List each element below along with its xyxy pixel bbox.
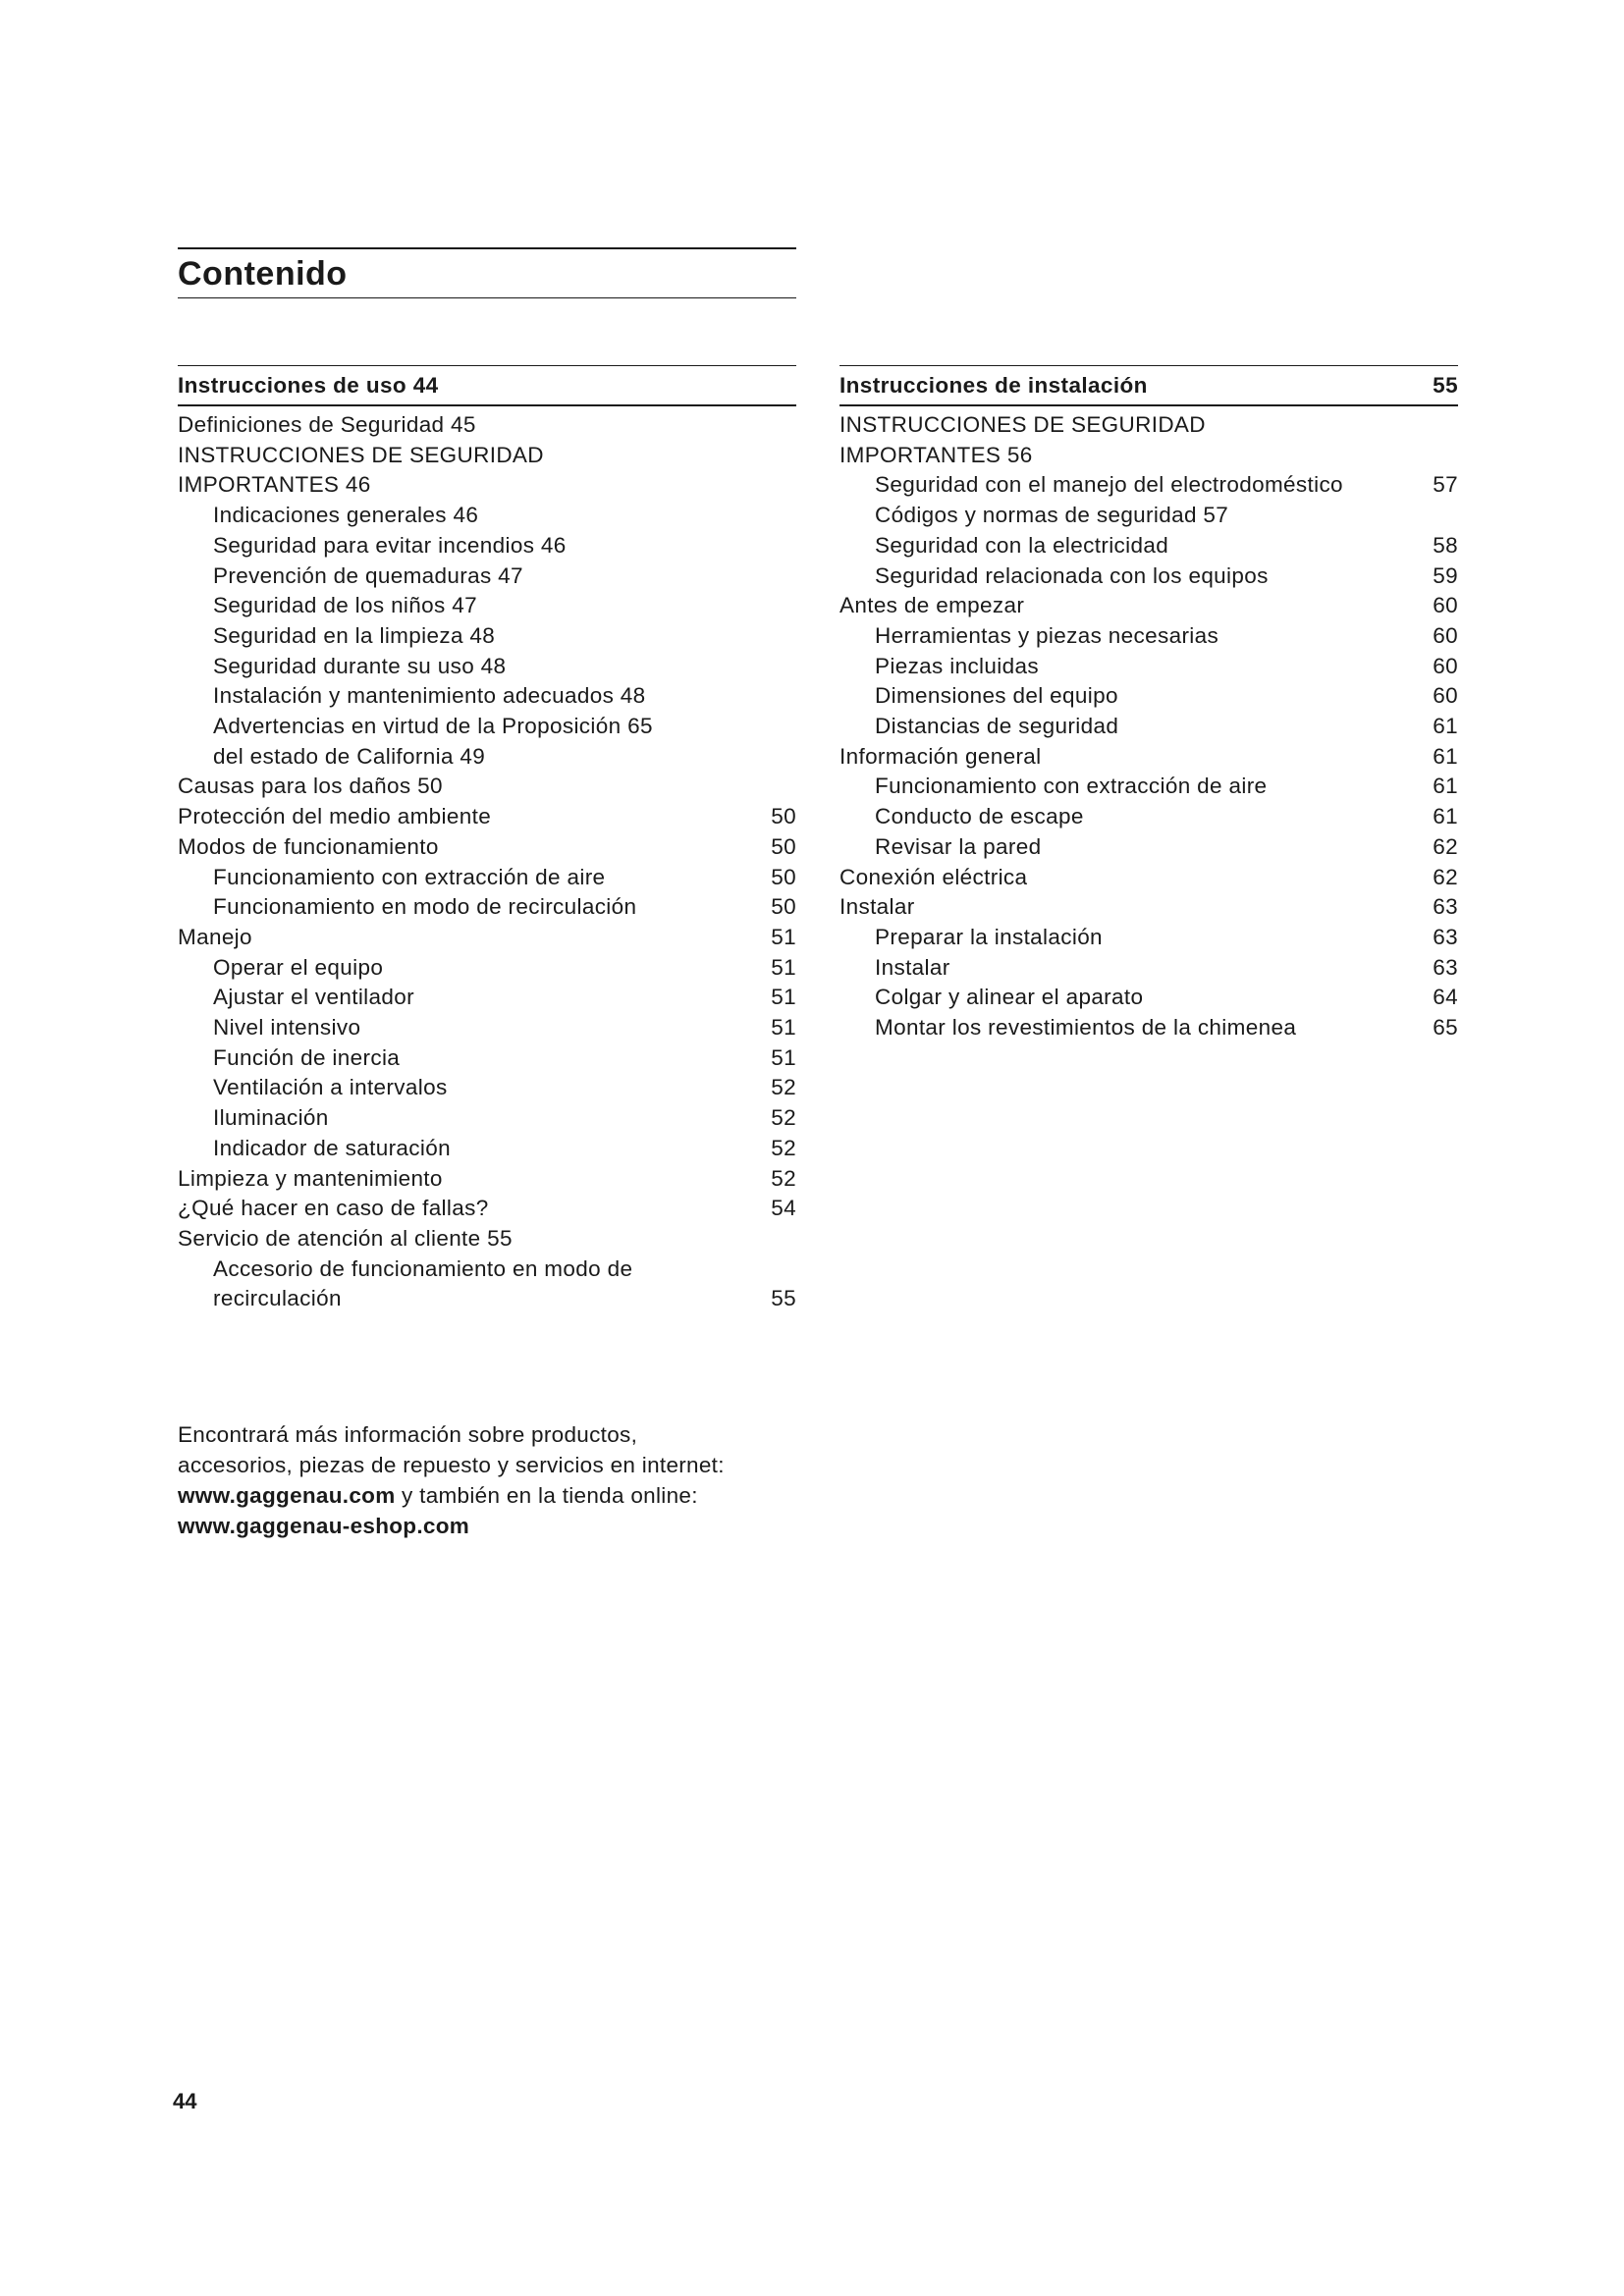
toc-entry[interactable]: [178, 832, 796, 863]
toc-entry-page: 51: [771, 985, 796, 1010]
toc-entry-page: 52: [771, 1165, 796, 1191]
toc-entry[interactable]: [839, 983, 1458, 1013]
page-number: 44: [173, 2089, 197, 2113]
toc-entry-title: Seguridad en la limpieza 48: [213, 622, 496, 648]
toc-entry-title: Conducto de escape: [875, 804, 1084, 829]
toc-entry-page: 65: [1433, 1015, 1458, 1041]
toc-left-list: [178, 410, 796, 1314]
toc-right-heading-page: 55: [1433, 372, 1458, 398]
toc-left-heading-text: Instrucciones de uso 44: [178, 372, 439, 398]
title-block: [178, 247, 796, 298]
toc-entry[interactable]: [839, 681, 1458, 712]
info-line-4: [178, 1511, 806, 1541]
toc-entry[interactable]: [178, 1224, 796, 1255]
toc-entry-page: 54: [771, 1196, 796, 1221]
toc-entry-title: Conexión eléctrica: [839, 864, 1028, 889]
toc-entry-page: 59: [1433, 562, 1458, 588]
toc-entry[interactable]: [839, 410, 1458, 441]
toc-entry-title: Limpieza y mantenimiento: [178, 1165, 443, 1191]
toc-entry[interactable]: [178, 441, 796, 471]
toc-entry[interactable]: [839, 501, 1458, 531]
toc-entry[interactable]: [839, 441, 1458, 471]
toc-entry-page: 60: [1433, 653, 1458, 678]
toc-entry[interactable]: [178, 591, 796, 621]
toc-entry-page: 51: [771, 924, 796, 949]
toc-entry-title: Prevención de quemaduras 47: [213, 562, 523, 588]
toc-right-heading-text: Instrucciones de instalación: [839, 372, 1148, 398]
toc-entry[interactable]: [839, 742, 1458, 773]
toc-entry-title: Protección del medio ambiente: [178, 804, 492, 829]
info-line-2: accesorios, piezas de repuesto y servicios en internet:: [178, 1453, 725, 1477]
toc-entry[interactable]: [178, 652, 796, 682]
toc-entry-page: 64: [1433, 985, 1458, 1010]
toc-entry-title: Antes de empezar: [839, 593, 1025, 618]
title-bottom-rule: [178, 297, 796, 298]
toc-entry-title: Preparar la instalación: [875, 924, 1103, 949]
toc-entry[interactable]: [839, 591, 1458, 621]
toc-entry[interactable]: [839, 832, 1458, 863]
toc-entry-title: Operar el equipo: [213, 954, 384, 980]
toc-entry[interactable]: [178, 1284, 796, 1314]
toc-entry-title: Funcionamiento en modo de recirculación: [213, 894, 637, 920]
more-info-note: [178, 1419, 806, 1541]
toc-entry[interactable]: [178, 1194, 796, 1224]
toc-entry-title: Instalación y mantenimiento adecuados 48: [213, 683, 646, 709]
toc-entry-title: Colgar y alinear el aparato: [875, 985, 1144, 1010]
toc-entry[interactable]: [178, 1103, 796, 1134]
toc-entry[interactable]: [178, 501, 796, 531]
toc-entry[interactable]: [178, 561, 796, 592]
toc-entry[interactable]: [178, 742, 796, 773]
gaggenau-eshop-link[interactable]: www.gaggenau-eshop.com: [178, 1514, 470, 1538]
toc-entry-title: IMPORTANTES 56: [839, 442, 1033, 467]
toc-entry[interactable]: [178, 1164, 796, 1195]
toc-entry[interactable]: [178, 983, 796, 1013]
toc-entry[interactable]: [178, 621, 796, 652]
toc-entry[interactable]: [839, 652, 1458, 682]
toc-entry-title: Seguridad relacionada con los equipos: [875, 562, 1269, 588]
toc-entry-title: Revisar la pared: [875, 833, 1042, 859]
info-line-1: Encontrará más información sobre productos,: [178, 1422, 638, 1447]
toc-entry-page: 50: [771, 864, 796, 889]
toc-entry-title: INSTRUCCIONES DE SEGURIDAD: [178, 442, 544, 467]
toc-entry[interactable]: [178, 1073, 796, 1103]
toc-left-heading[interactable]: [178, 365, 796, 406]
toc-right-list: [839, 410, 1458, 1043]
toc-entry[interactable]: [178, 892, 796, 923]
toc-entry[interactable]: [178, 1043, 796, 1074]
toc-entry-title: del estado de California 49: [213, 743, 486, 769]
toc-entry[interactable]: [839, 953, 1458, 984]
toc-entry-title: Accesorio de funcionamiento en modo de: [213, 1255, 633, 1281]
toc-entry[interactable]: [839, 531, 1458, 561]
toc-entry-page: 61: [1433, 804, 1458, 829]
toc-entry-title: Herramientas y piezas necesarias: [875, 622, 1219, 648]
toc-entry[interactable]: [839, 712, 1458, 742]
toc-entry-page: 50: [771, 833, 796, 859]
toc-entry-title: Dimensiones del equipo: [875, 683, 1118, 709]
toc-entry-page: 52: [771, 1135, 796, 1160]
toc-entry-page: 63: [1433, 924, 1458, 949]
toc-entry-title: Instalar: [839, 894, 915, 920]
toc-entry-page: 60: [1433, 683, 1458, 709]
toc-entry-title: Instalar: [875, 954, 950, 980]
toc-entry[interactable]: [178, 802, 796, 832]
toc-entry[interactable]: [839, 621, 1458, 652]
toc-right-column: [839, 365, 1458, 1043]
toc-entry[interactable]: [178, 410, 796, 441]
toc-entry-title: Información general: [839, 743, 1042, 769]
toc-entry[interactable]: [178, 923, 796, 953]
toc-entry-title: Funcionamiento con extracción de aire: [875, 774, 1268, 799]
toc-entry-page: 50: [771, 804, 796, 829]
toc-entry-title: Ajustar el ventilador: [213, 985, 414, 1010]
toc-entry-title: Seguridad para evitar incendios 46: [213, 532, 567, 558]
toc-entry-page: 57: [1433, 472, 1458, 498]
toc-entry-page: 52: [771, 1075, 796, 1100]
toc-entry-page: 50: [771, 894, 796, 920]
info-line-3-rest: y también en la tienda online:: [395, 1483, 698, 1508]
toc-entry-title: Modos de funcionamiento: [178, 833, 439, 859]
toc-entry-page: 61: [1433, 714, 1458, 739]
toc-entry[interactable]: [839, 470, 1458, 501]
toc-entry-title: Indicaciones generales 46: [213, 503, 479, 528]
toc-entry-title: Advertencias en virtud de la Proposición 65: [213, 714, 653, 739]
info-line-3: [178, 1480, 806, 1511]
toc-entry[interactable]: [839, 802, 1458, 832]
toc-left-column: [178, 365, 796, 1314]
toc-entry-title: Manejo: [178, 924, 252, 949]
toc-entry-title: Seguridad durante su uso 48: [213, 653, 507, 678]
toc-entry-title: Seguridad con el manejo del electrodoméstico: [875, 472, 1343, 498]
toc-entry[interactable]: [178, 863, 796, 893]
toc-entry[interactable]: [839, 1013, 1458, 1043]
toc-entry-page: 51: [771, 1044, 796, 1070]
toc-entry-title: Nivel intensivo: [213, 1015, 361, 1041]
toc-entry-page: 52: [771, 1105, 796, 1131]
toc-entry-title: Causas para los daños 50: [178, 774, 443, 799]
toc-entry[interactable]: [178, 681, 796, 712]
toc-entry[interactable]: [178, 1134, 796, 1164]
toc-entry-title: Ventilación a intervalos: [213, 1075, 448, 1100]
toc-entry-title: Piezas incluidas: [875, 653, 1039, 678]
toc-entry-page: 60: [1433, 622, 1458, 648]
toc-entry[interactable]: [839, 863, 1458, 893]
toc-entry-page: 51: [771, 954, 796, 980]
toc-entry-page: 55: [771, 1286, 796, 1311]
toc-entry[interactable]: [178, 953, 796, 984]
toc-entry-page: 61: [1433, 743, 1458, 769]
toc-entry-title: Distancias de seguridad: [875, 714, 1119, 739]
toc-entry-title: ¿Qué hacer en caso de fallas?: [178, 1196, 489, 1221]
toc-entry[interactable]: [178, 1013, 796, 1043]
toc-entry[interactable]: [178, 531, 796, 561]
toc-entry-page: 61: [1433, 774, 1458, 799]
toc-entry[interactable]: [839, 772, 1458, 802]
page-title: Contenido: [178, 255, 348, 293]
toc-entry[interactable]: [178, 470, 796, 501]
toc-entry[interactable]: [178, 772, 796, 802]
toc-entry-title: Servicio de atención al cliente 55: [178, 1225, 513, 1251]
toc-entry-title: Indicador de saturación: [213, 1135, 451, 1160]
toc-entry-page: 62: [1433, 864, 1458, 889]
toc-entry-title: Códigos y normas de seguridad 57: [875, 503, 1229, 528]
toc-entry-page: 60: [1433, 593, 1458, 618]
toc-entry[interactable]: [839, 892, 1458, 923]
toc-entry-page: 58: [1433, 532, 1458, 558]
toc-entry-title: recirculación: [213, 1286, 342, 1311]
toc-entry[interactable]: [178, 1255, 796, 1285]
toc-entry[interactable]: [839, 561, 1458, 592]
toc-entry-title: IMPORTANTES 46: [178, 472, 371, 498]
toc-entry-title: Montar los revestimientos de la chimenea: [875, 1015, 1297, 1041]
toc-entry-page: 62: [1433, 833, 1458, 859]
toc-entry-title: Definiciones de Seguridad 45: [178, 412, 476, 437]
toc-entry-page: 63: [1433, 954, 1458, 980]
toc-entry-title: Seguridad de los niños 47: [213, 593, 477, 618]
toc-entry[interactable]: [178, 712, 796, 742]
toc-entry-title: INSTRUCCIONES DE SEGURIDAD: [839, 412, 1206, 437]
toc-entry[interactable]: [839, 923, 1458, 953]
toc-right-heading[interactable]: [839, 365, 1458, 406]
toc-entry-title: Función de inercia: [213, 1044, 401, 1070]
toc-entry-title: Iluminación: [213, 1105, 329, 1131]
toc-entry-title: Seguridad con la electricidad: [875, 532, 1169, 558]
gaggenau-link[interactable]: www.gaggenau.com: [178, 1483, 396, 1508]
toc-entry-page: 63: [1433, 894, 1458, 920]
toc-entry-title: Funcionamiento con extracción de aire: [213, 864, 606, 889]
toc-entry-page: 51: [771, 1015, 796, 1041]
